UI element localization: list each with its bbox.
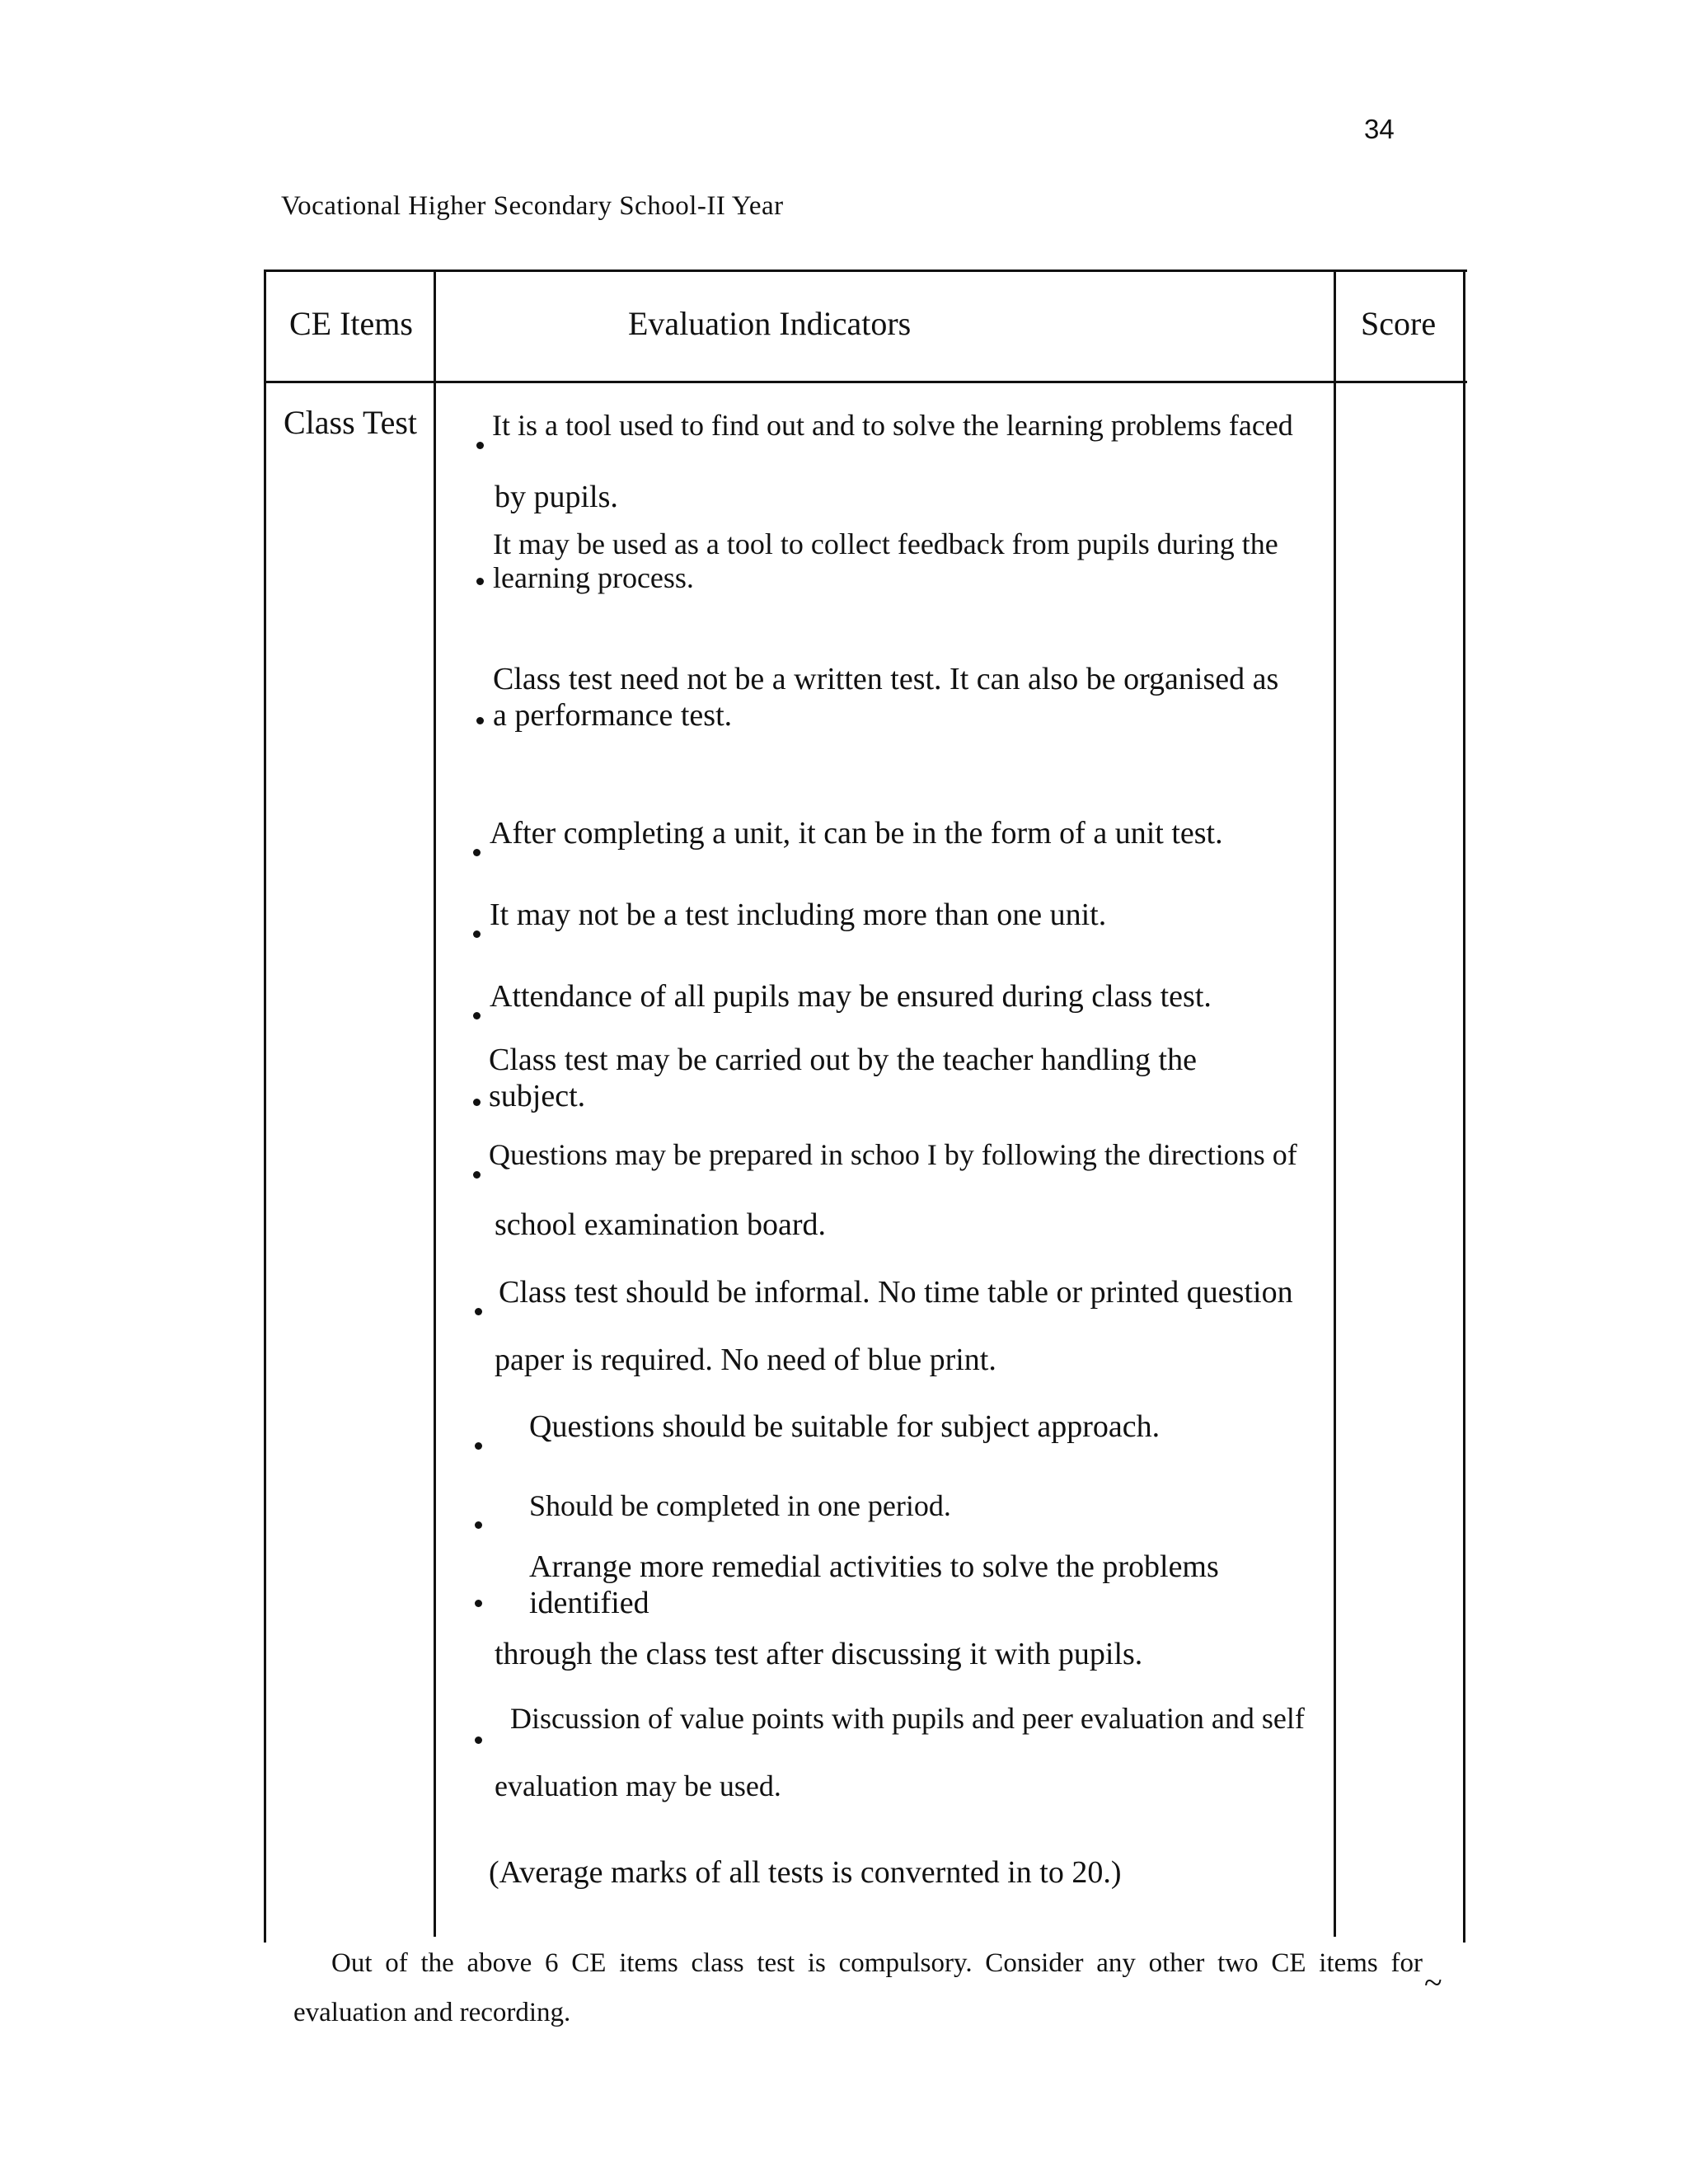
bullet-icon xyxy=(476,578,484,585)
bullet-icon xyxy=(473,1171,481,1179)
tilde-mark: ~ xyxy=(1424,1964,1442,2001)
indicator-line: Class test may be carried out by the teacher handling the xyxy=(489,1043,1197,1077)
indicator-line: identified xyxy=(529,1586,649,1620)
indicator-line: Class test should be informal. No time table or printed question xyxy=(499,1275,1293,1310)
bullet-icon xyxy=(473,1012,481,1019)
indicator-line: Arrange more remedial activities to solve the problems xyxy=(529,1549,1219,1584)
table-divider-items xyxy=(434,269,436,1943)
table-divider-score xyxy=(1334,269,1336,1943)
indicator-line: by pupils. xyxy=(495,480,618,514)
bullet-icon xyxy=(475,1736,482,1744)
indicator-line: It may be used as a tool to collect feedback from pupils during the xyxy=(493,527,1278,560)
bullet-icon xyxy=(473,1099,481,1106)
table-border-left xyxy=(264,269,266,1943)
indicator-line: Discussion of value points with pupils and peer evaluation and self xyxy=(510,1702,1305,1735)
bullet-icon xyxy=(473,930,481,938)
header-score: Score xyxy=(1361,305,1437,342)
running-header: Vocational Higher Secondary School-II Year xyxy=(281,191,784,221)
indicator-line: through the class test after discussing it with pupils. xyxy=(495,1637,1143,1671)
footnote-paragraph: Out of the above 6 CE items class test is compulsory. Consider any other two CE items for evaluation and recording. xyxy=(293,1937,1423,2037)
page-number: 34 xyxy=(1364,114,1395,144)
indicator-line: subject. xyxy=(489,1079,586,1113)
indicator-line: Class test need not be a written test. It can also be organised as xyxy=(493,662,1279,696)
bullet-icon xyxy=(476,717,484,724)
indicator-line: Attendance of all pupils may be ensured during class test. xyxy=(490,979,1212,1014)
table-border-top xyxy=(264,269,1467,272)
table-header-rule xyxy=(264,381,1467,383)
bullet-icon xyxy=(475,1600,482,1607)
indicator-line: Questions may be prepared in schoo I by following the directions of xyxy=(489,1138,1297,1171)
header-ce-items: CE Items xyxy=(289,305,413,342)
indicator-line: After completing a unit, it can be in the form of a unit test. xyxy=(490,816,1223,851)
ce-evaluation-table xyxy=(264,269,1467,1943)
header-evaluation-indicators: Evaluation Indicators xyxy=(628,305,912,342)
indicator-line: school examination board. xyxy=(495,1207,827,1242)
bullet-icon xyxy=(473,849,481,856)
average-marks-note: (Average marks of all tests is convernted in to 20.) xyxy=(489,1855,1122,1890)
bullet-icon xyxy=(475,1442,482,1450)
indicator-line: Should be completed in one period. xyxy=(529,1489,951,1522)
ce-item-class-test: Class Test xyxy=(284,404,418,441)
indicator-line: learning process. xyxy=(493,561,694,594)
indicator-line: It may not be a test including more than one unit. xyxy=(490,898,1107,932)
indicator-line: a performance test. xyxy=(493,698,733,733)
indicator-line: It is a tool used to find out and to solve the learning problems faced xyxy=(492,409,1293,442)
indicator-line: evaluation may be used. xyxy=(495,1769,781,1802)
bullet-icon xyxy=(475,1308,482,1315)
indicator-line: paper is required. No need of blue print. xyxy=(495,1343,996,1377)
bullet-icon xyxy=(476,442,484,449)
bullet-icon xyxy=(475,1521,482,1529)
indicator-line: Questions should be suitable for subject approach. xyxy=(529,1409,1160,1444)
table-border-right xyxy=(1463,269,1465,1943)
